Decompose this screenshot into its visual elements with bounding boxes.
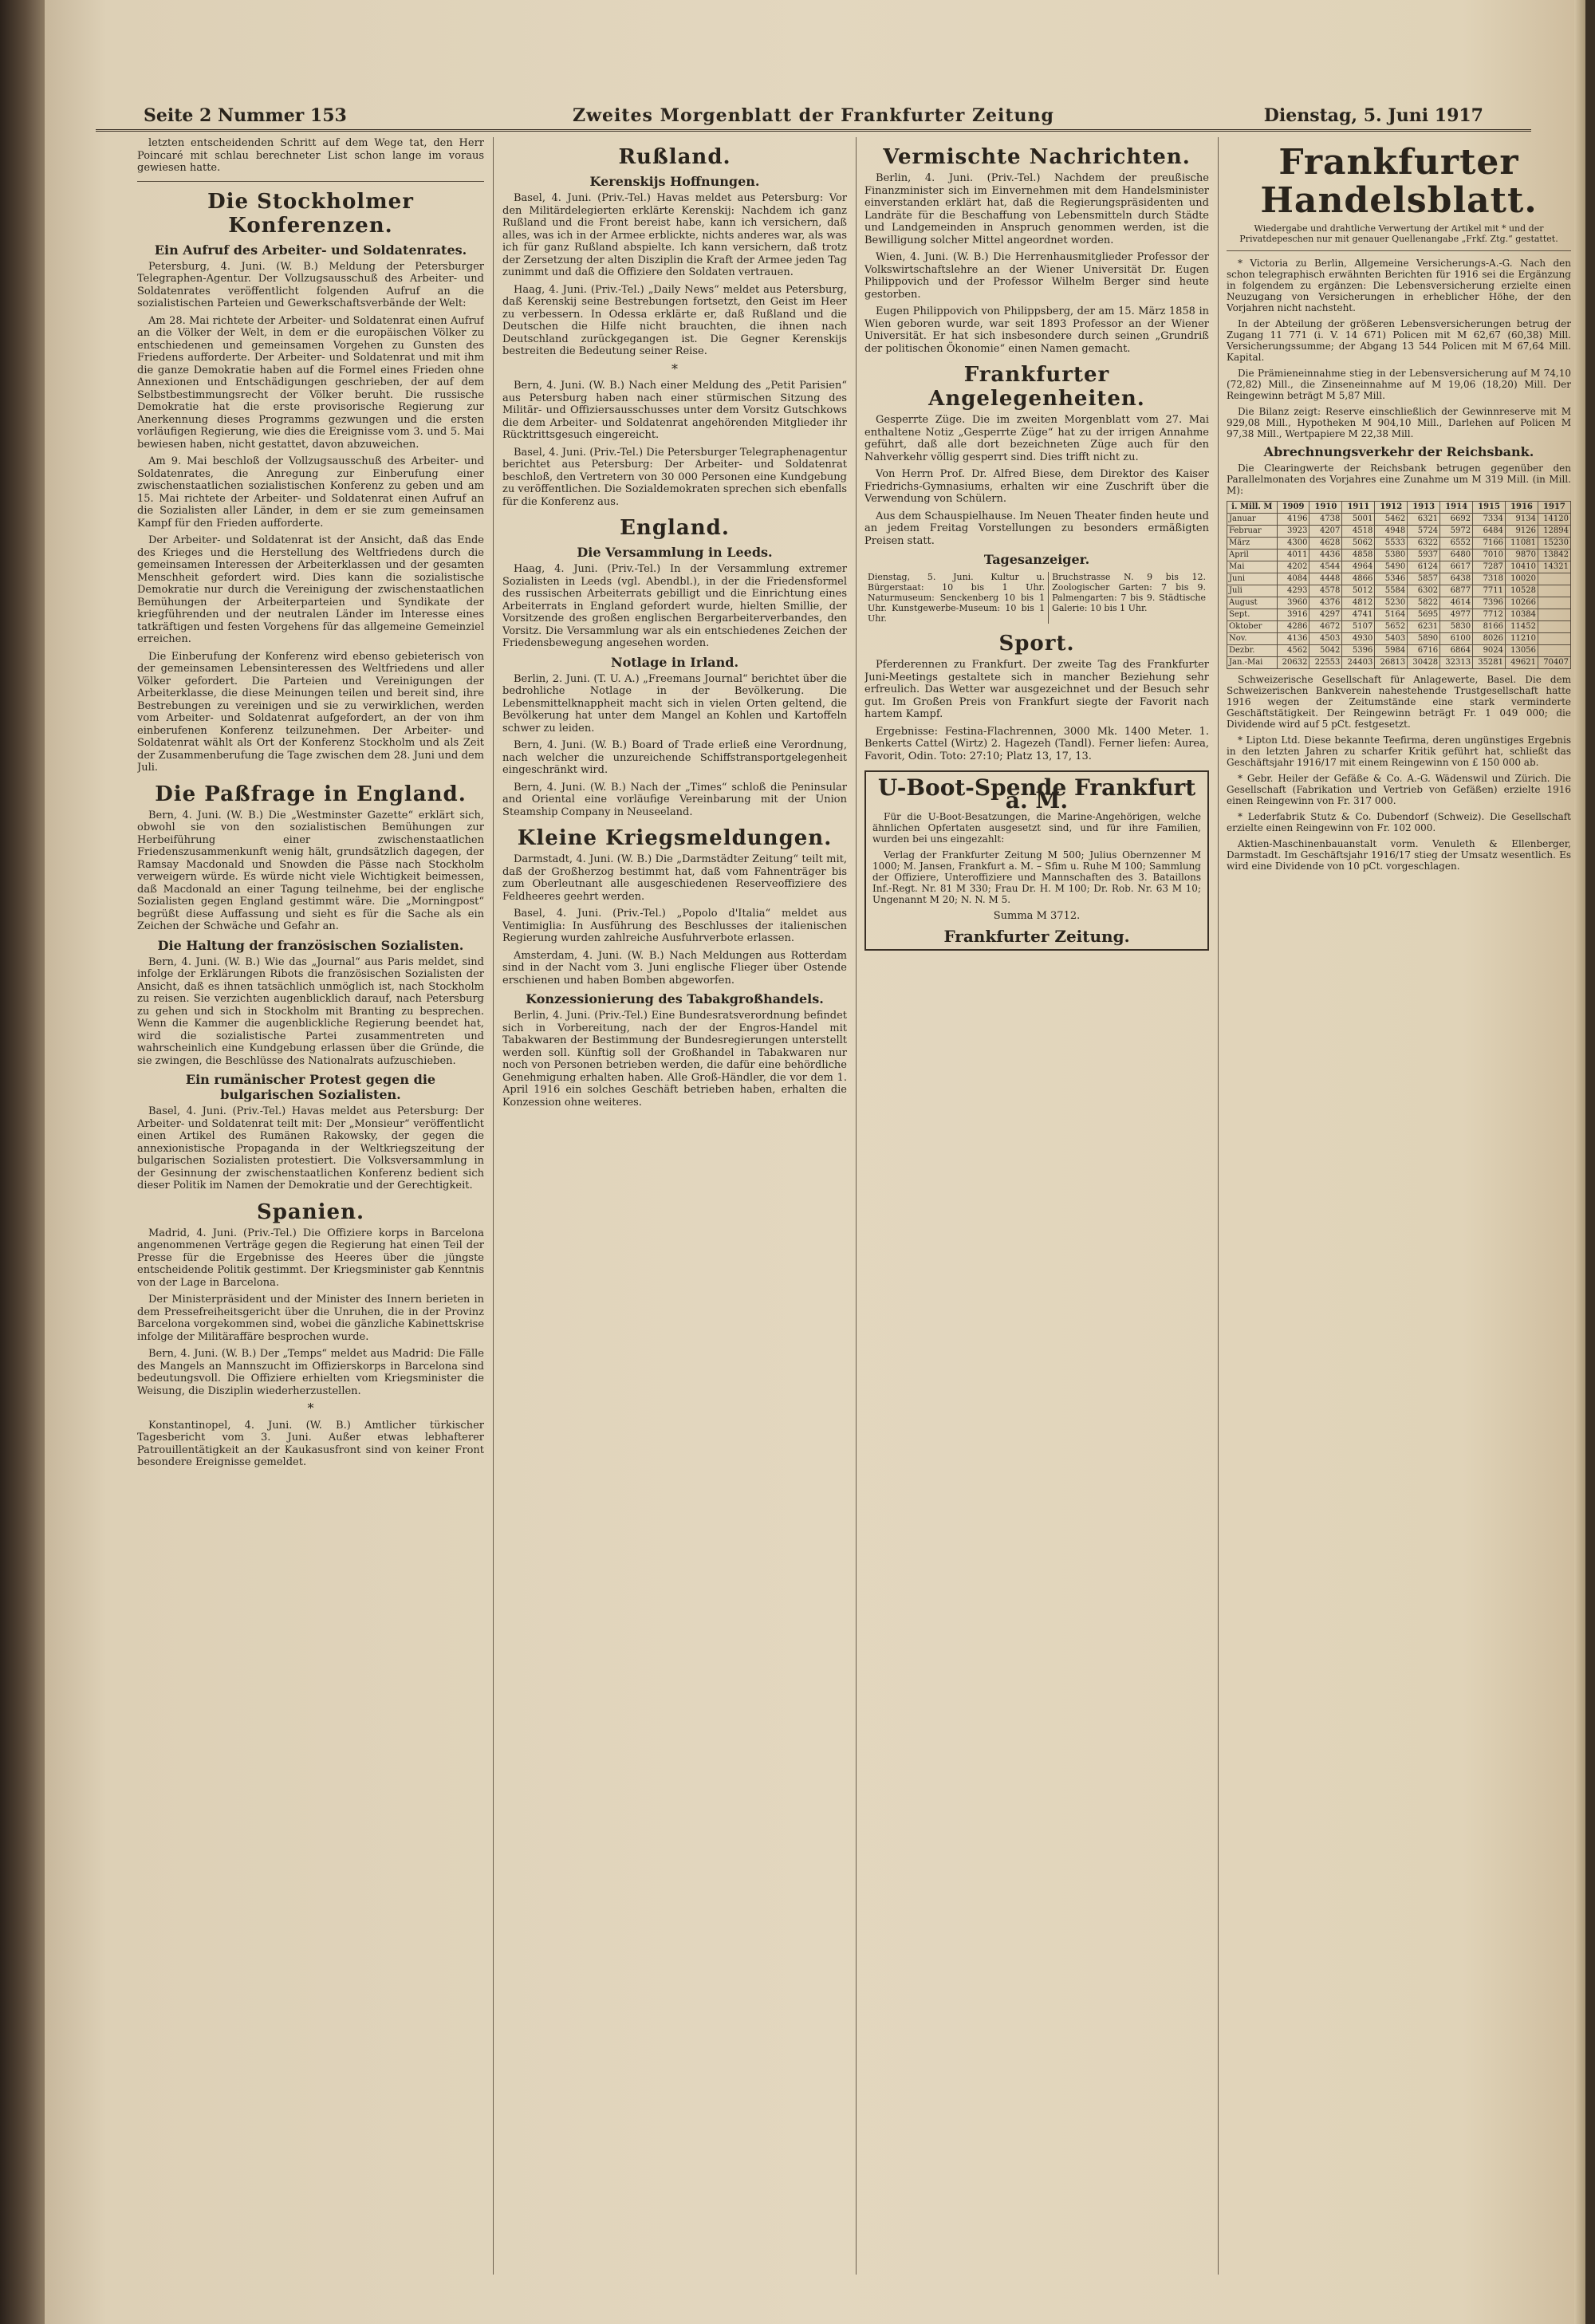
table-cell: Oktober [1227, 621, 1278, 633]
table-cell: Februar [1227, 526, 1278, 538]
table-cell [1538, 633, 1570, 645]
table-cell: 6302 [1408, 585, 1440, 597]
table-cell: 7287 [1473, 561, 1506, 573]
table-cell: 5164 [1375, 609, 1408, 621]
column-rule [493, 137, 494, 2275]
clearing-table-header-cell: 1914 [1440, 502, 1473, 514]
table-cell: 5724 [1408, 526, 1440, 538]
article-paragraph: Bern, 4. Juni. (W. B.) Nach einer Meldung des „Petit Parisien“ aus Petersburg haben nach einer stürmischen Sitzung des Militär- und Offiziersausschusses unter dem Vorsitz Gutschkows die dem Arbeiter- und Soldatenrat angehörenden Mitglieder ihr Rücktrittsgesuch eingereicht. [502, 380, 847, 441]
article-franzoesische-sozialisten [137, 938, 484, 1068]
clearing-table-body [1227, 514, 1571, 669]
page-edge [1574, 0, 1585, 2324]
table-row [1227, 514, 1571, 526]
article-paragraph: Petersburg, 4. Juni. (W. B.) Meldung der Petersburger Telegraphen-Agentur. Der Vollzugsausschuß des Arbeiter- und Soldatenrates veröffentlicht folgenden Aufruf an die sozialistischen Parteien und Gewerkschaftsverbände der Welt: [137, 260, 484, 309]
table-row [1227, 561, 1571, 573]
column-3 [864, 137, 1209, 2275]
clearing-table-header-cell: 1911 [1342, 502, 1375, 514]
table-cell: 35281 [1473, 657, 1506, 669]
table-cell: 7010 [1473, 549, 1506, 561]
table-cell: 3960 [1277, 597, 1309, 609]
clearing-table-header-cell: i. Mill. M [1227, 502, 1278, 514]
table-cell: 6480 [1440, 549, 1473, 561]
table-cell: 4376 [1309, 597, 1342, 609]
article-paragraph: In der Abteilung der größeren Lebensversicherungen betrug der Zugang 11 771 (i. V. 14 671) Policen mit M 62,67 (60,38) Mill. Versicherungssumme; der Abgang 13 544 Policen mit M 67,64 Mill. Kapital. [1227, 318, 1571, 363]
table-cell [1538, 645, 1570, 657]
table-cell: 5937 [1408, 549, 1440, 561]
table-cell: 70407 [1538, 657, 1570, 669]
article-paragraph: Basel, 4. Juni. (Priv.-Tel.) Havas meldet aus Petersburg: Der Arbeiter- und Soldatenrat teilt mit: Der „Monsieur“ veröffentlicht einen Artikel des Rumänen Rakowsky, der gegen die annexionistische Propaganda in der Weltkriegszeitung der bulgarischen Sozialisten protestiert. Die Volksversammlung in der Gesinnung der zwischenstaatlichen Konferenz bedient sich dieser Politik im Namen der Demokratie und der Gerechtigkeit. [137, 1105, 484, 1192]
table-cell: 12894 [1538, 526, 1570, 538]
table-cell: 4436 [1309, 549, 1342, 561]
article-paragraph: Konstantinopel, 4. Juni. (W. B.) Amtlicher türkischer Tagesbericht vom 3. Juni. Außer etwas lebhafterer Patrouillentätigkeit an der Kaukasusfront sind von keiner Front besondere Ereignisse gemeldet. [137, 1419, 484, 1468]
article-paragraph: Berlin, 4. Juni. (Priv.-Tel.) Nachdem der preußische Finanzminister sich im Einvernehmen mit dem Handelsminister einverstanden erklärt hat, daß die Regierungspräsidenten und Landräte für die Beschaffung von Lebensmitteln durch Städte und Landgemeinden in Anspruch genommen werden, ist die Bewilligung solcher Mittel angeordnet worden. [864, 172, 1209, 246]
table-cell: Mai [1227, 561, 1278, 573]
article-paragraph: Basel, 4. Juni. (Priv.-Tel.) „Popolo d'Italia“ meldet aus Ventimiglia: In Ausführung des Beschlusses der italienischen Regierung wurden zahlreiche Ausfuhrverbote erlassen. [502, 908, 847, 944]
article-england [502, 516, 847, 650]
spende-title: U-Boot-Spende Frankfurt a. M. [877, 774, 1196, 813]
clearing-table-header-cell: 1913 [1408, 502, 1440, 514]
table-cell: 13842 [1538, 549, 1570, 561]
clearing-table-header-cell: 1912 [1375, 502, 1408, 514]
article-sport [864, 632, 1209, 762]
article-paragraph: Basel, 4. Juni. (Priv.-Tel.) Die Petersburger Telegraphenagentur berichtet aus Petersburg: Der Arbeiter- und Soldatenrat beschloß, den Vertretern von 30 000 Personen eine Kundgebung zu veröffentlichen. Die Sozialdemokraten sprechen sich ebenfalls für die Konferenz aus. [502, 446, 847, 508]
table-cell: 7396 [1473, 597, 1506, 609]
clearing-table-header-cell: 1910 [1309, 502, 1342, 514]
table-cell: 7318 [1473, 573, 1506, 585]
article-title: Die Paßfrage in England. [155, 782, 467, 806]
handelsblatt-title: Frankfurter Handelsblatt. [1260, 142, 1538, 221]
table-row [1227, 609, 1571, 621]
article-paragraph: Haag, 4. Juni. (Priv.-Tel.) „Daily News“ meldet aus Petersburg, daß Kerenskij seine Bestrebungen fortsetzt, den Geist im Heer zu verbessern. In Odessa erklärte er, daß Rußland und die Deutschen die Hilfe nicht brauchten, die ihnen nach Deutschland zurückgegangen ist. Die Gegner Kerenskijs bestreiten die Bedeutung seiner Reise. [502, 283, 847, 357]
table-cell: 5533 [1375, 538, 1408, 549]
table-cell: 4011 [1277, 549, 1309, 561]
article-paragraph: Berlin, 2. Juni. (T. U. A.) „Freemans Journal“ berichtet über die bedrohliche Notlage in der Bevölkerung. Die Lebensmittelknappheit macht sich in vielen Orten geltend, die Bevölkerung hat unter dem Mangel an Kohlen und Kartoffeln schwer zu leiden. [502, 672, 847, 735]
table-row [1227, 597, 1571, 609]
article-vermischte [864, 145, 1209, 355]
separator-star: * [671, 360, 678, 376]
table-cell: 5462 [1375, 514, 1408, 526]
table-cell: 5001 [1342, 514, 1375, 526]
article-paragraph: Ergebnisse: Festina-Flachrennen, 3000 Mk. 1400 Meter. 1. Benkerts Cattel (Wirtz) 2. Hagezeh (Tandl). Ferner liefen: Aurea, Favorit, Odin. Toto: 27:10; Platz 13, 17, 13. [864, 725, 1209, 762]
table-cell: 8026 [1473, 633, 1506, 645]
article-paragraph: Haag, 4. Juni. (Priv.-Tel.) In der Versammlung extremer Sozialisten in Leeds (vgl. Abendbl.), in der die Friedensformel des russischen Arbeiterrats gebilligt und die Einrichtung eines Arbeiterrats in England gefordert wurde, hielten Smillie, der Vorsitzende des großen englischen Bergarbeiterverbandes, den Vorsitz. Die Versammlung war als ein entschiedenes Zeichen der Friedensbewegung angesehen worden. [502, 563, 847, 649]
tagesanzeiger-left: Dienstag, 5. Juni. Kultur u. Bürgerstaat: 10 bis 1 Uhr. Naturmuseum: Senckenberg 10 bis 1 Uhr. Kunstgewerbe-Museum: 10 bis 1 Uhr. [864, 572, 1049, 624]
article-title: England. [620, 516, 730, 540]
u-boot-spende-box [864, 770, 1209, 951]
article-paragraph: Pferderennen zu Frankfurt. Der zweite Tag des Frankfurter Juni-Meetings gestaltete sich in mancher Beziehung sehr erfreulich. Das Wetter war ausgezeichnet und der Besuch sehr gut. Im Großen Preis von Frankfurt siegte der Favorit nach hartem Kampf. [864, 659, 1209, 720]
table-cell: 11452 [1506, 621, 1538, 633]
table-cell: 7166 [1473, 538, 1506, 549]
tagesanzeiger-right: Bruchstrasse N. 9 bis 12. Zoologischer Garten: 7 bis 9. Palmengarten: 7 bis 9. Städtische Galerie: 10 bis 1 Uhr. [1052, 572, 1206, 613]
article-passfrage [137, 782, 484, 933]
article-paragraph: Die Prämieneinnahme stieg in der Lebensversicherung auf M 74,10 (72,82) Mill., die Zinseneinnahme auf M 19,06 (18,20) Mill. Der Reingewinn beträgt M 5,87 Mill. [1227, 368, 1571, 401]
table-cell: 10020 [1506, 573, 1538, 585]
article-tabak [502, 991, 847, 1109]
article-paragraph: Bern, 4. Juni. (W. B.) Nach der „Times“ schloß die Peninsular and Oriental eine vorläufige Vereinbarung mit der Union Steamship Company in Neuseeland. [502, 781, 847, 818]
table-cell: 4518 [1342, 526, 1375, 538]
table-cell: 7712 [1473, 609, 1506, 621]
article-paragraph: Bern, 4. Juni. (W. B.) Board of Trade erließ eine Verordnung, nach welcher die unzureichende Schiffstransportgelegenheit eingeschränkt wird. [502, 739, 847, 776]
table-cell: 4293 [1277, 585, 1309, 597]
article-title: Rußland. [618, 145, 731, 169]
article-paragraph: * Victoria zu Berlin, Allgemeine Versicherungs-A.-G. Nach den schon telegraphisch erwähnten Berichten für 1916 sei die Ergänzung in folgendem zu ergänzen: Die Lebensversicherung erzielte einen Neuzugang von Versicherungen in erheblicher Höhe, der den Vorjahren nicht nachsteht. [1227, 258, 1571, 313]
divider [137, 181, 484, 182]
table-cell: 6864 [1440, 645, 1473, 657]
table-cell: 4930 [1342, 633, 1375, 645]
article-russland [502, 145, 847, 508]
table-cell [1538, 573, 1570, 585]
table-cell: Jan.-Mai [1227, 657, 1278, 669]
masthead-page-number: Seite 2 Nummer 153 [144, 105, 347, 126]
article-kriegsmeldungen [502, 826, 847, 987]
masthead [96, 105, 1531, 132]
table-cell: 4448 [1309, 573, 1342, 585]
table-cell: 13056 [1506, 645, 1538, 657]
article-paragraph: Aktien-Maschinenbauanstalt vorm. Venuleth & Ellenberger, Darmstadt. Im Geschäftsjahr 1916/17 stieg der Umsatz wesentlich. Es wird eine Dividende von 10 pCt. vorgeschlagen. [1227, 838, 1571, 872]
table-cell: 4628 [1309, 538, 1342, 549]
table-cell: 3923 [1277, 526, 1309, 538]
abrechnung-text: Die Clearingwerte der Reichsbank betrugen gegenüber den Parallelmonaten des Vorjahres eine Zunahme um M 319 Mill. (in Mill. M): [1227, 463, 1571, 496]
table-cell: 11210 [1506, 633, 1538, 645]
article-paragraph: Gesperrte Züge. Die im zweiten Morgenblatt vom 27. Mai enthaltene Notiz „Gesperrte Züge“ hat zu der irrigen Annahme geführt, daß alle dort bezeichneten Züge auch für den Nahverkehr völlig gesperrt sind. Dies trifft nicht zu. [864, 414, 1209, 463]
table-cell: 4614 [1440, 597, 1473, 609]
article-paragraph: Amsterdam, 4. Juni. (W. B.) Nach Meldungen aus Rotterdam sind in der Nacht vom 3. Juni englische Flieger über Ostende erschienen und haben Bomben abgeworfen. [502, 949, 847, 987]
table-cell: 4544 [1309, 561, 1342, 573]
table-cell: 24403 [1342, 657, 1375, 669]
table-cell: Juni [1227, 573, 1278, 585]
article-title: Frankfurter Angelegenheiten. [928, 363, 1145, 411]
book-binding [0, 0, 45, 2324]
table-cell: 5380 [1375, 549, 1408, 561]
article-title: Konzessionierung des Tabakgroßhandels. [526, 991, 824, 1006]
clearing-table [1227, 501, 1571, 669]
table-cell [1538, 609, 1570, 621]
table-cell: 5062 [1342, 538, 1375, 549]
article-subtitle: Ein Aufruf des Arbeiter- und Soldatenrates. [154, 242, 467, 258]
table-cell: 5012 [1342, 585, 1375, 597]
column-1 [137, 137, 484, 2275]
table-cell: 9024 [1473, 645, 1506, 657]
table-cell: 4858 [1342, 549, 1375, 561]
table-cell: 5230 [1375, 597, 1408, 609]
table-cell: 5396 [1342, 645, 1375, 657]
table-cell: 7334 [1473, 514, 1506, 526]
table-cell: 5107 [1342, 621, 1375, 633]
spende-summe: Summa M 3712. [993, 910, 1081, 922]
article-paragraph: Bern, 4. Juni. (W. B.) Wie das „Journal“ aus Paris meldet, sind infolge der Erklärungen Ribots die französischen Sozialisten der Ansicht, daß es ihnen tatsächlich unmöglich ist, nach Stockholm zu reisen. Sie verzichten augenblicklich darauf, nach Petersburg zu gehen und sich in Stockholm mit Branting zu besprechen. Wenn die Kammer die augenblickliche Regierung beendet hat, wird die sozialistische Partei zusammentreten und wahrscheinlich eine Kundgebung erlassen über die Gründe, die sie zwingen, die Beschlüsse des Nationalrats aufzuschieben. [137, 955, 484, 1067]
column-rule [1218, 137, 1219, 2275]
table-cell: 4866 [1342, 573, 1375, 585]
table-cell: 49621 [1506, 657, 1538, 669]
table-cell: Januar [1227, 514, 1278, 526]
table-cell: 4196 [1277, 514, 1309, 526]
table-cell: 22553 [1309, 657, 1342, 669]
table-cell: 5822 [1408, 597, 1440, 609]
article-subtitle: Kerenskijs Hoffnungen. [589, 174, 760, 189]
article-stockholm [137, 190, 484, 774]
table-cell: 6692 [1440, 514, 1473, 526]
table-row [1227, 585, 1571, 597]
table-row [1227, 657, 1571, 669]
clearing-table-header-cell: 1917 [1538, 502, 1570, 514]
article-paragraph: Madrid, 4. Juni. (Priv.-Tel.) Die Offiziere korps in Barcelona angenommenen Verträge gegen die Regierung hat einen Teil der Presse für die Ergebnisse des Heeres über die jüngste entscheidende Politik gestimmt. Der Kriegsminister gab Kenntnis von der Lage in Barcelona. [137, 1227, 484, 1289]
table-cell: 4578 [1309, 585, 1342, 597]
table-cell: 5652 [1375, 621, 1408, 633]
article-paragraph: Am 9. Mai beschloß der Vollzugsausschuß des Arbeiter- und Soldatenrates, die Anregung zur Einberufung einer zwischenstaatlichen sozialistischen Konferenz zu geben und am 15. Mai richtete der Arbeiter- und Soldatenrat einen Aufruf an die Sozialisten aller Länder, in dem er sie zum gemeinsamen Kampf für den Frieden aufforderte. [137, 455, 484, 530]
article-paragraph: Bern, 4. Juni. (W. B.) Der „Temps“ meldet aus Madrid: Die Fälle des Mangels an Mannszucht im Offizierskorps in Barcelona sind bedeutungsvoll. Die Offiziere erhielten vom Kriegsminister die Weisung, die Disziplin wiederherzustellen. [137, 1348, 484, 1397]
table-cell: 6321 [1408, 514, 1440, 526]
table-cell: 4741 [1342, 609, 1375, 621]
table-cell: 8166 [1473, 621, 1506, 633]
table-row [1227, 633, 1571, 645]
article-paragraph: Die Einberufung der Konferenz wird ebenso gebieterisch von der gemeinsamen Lebensinteressen des Weltfriedens und aller Völker gefordert. Die Parteien und Vereinigungen der Arbeiterklasse, die diese Meinungen teilen und bereit sind, ihre Bestrebungen zu vereinigen und sie zu verwirklichen, werden vom Arbeiter- und Soldatenrat aufgefordert, an der von ihm einberufenen Konferenz teilzunehmen. Der Arbeiter- und Soldatenrat wählt als Ort der Konferenz Stockholm und als Zeit der Zusammenberufung die Tage zwischen dem 28. Juni und dem Juli. [137, 650, 484, 774]
table-cell: 6231 [1408, 621, 1440, 633]
table-cell: August [1227, 597, 1278, 609]
table-cell: 4136 [1277, 633, 1309, 645]
table-cell: 4977 [1440, 609, 1473, 621]
table-cell: 4297 [1309, 609, 1342, 621]
article-rumaenischer-protest [137, 1072, 484, 1192]
table-cell: Dezbr. [1227, 645, 1278, 657]
table-row [1227, 526, 1571, 538]
article-title: Notlage in Irland. [610, 654, 739, 670]
table-cell: 10528 [1506, 585, 1538, 597]
table-cell: 4738 [1309, 514, 1342, 526]
abrechnung-title: Abrechnungsverkehr der Reichsbank. [1263, 444, 1534, 459]
divider [1227, 250, 1571, 251]
table-cell: 9870 [1506, 549, 1538, 561]
table-cell: 4672 [1309, 621, 1342, 633]
table-cell: 3916 [1277, 609, 1309, 621]
table-row [1227, 573, 1571, 585]
table-row [1227, 538, 1571, 549]
table-row [1227, 621, 1571, 633]
table-cell: 4964 [1342, 561, 1375, 573]
table-cell: Nov. [1227, 633, 1278, 645]
table-cell: Sept. [1227, 609, 1278, 621]
table-cell: 26813 [1375, 657, 1408, 669]
article-title: Die Stockholmer Konferenzen. [207, 189, 414, 238]
table-cell: 14321 [1538, 561, 1570, 573]
column-4 [1227, 137, 1571, 2275]
table-cell: 11081 [1506, 538, 1538, 549]
article-paragraph: Berlin, 4. Juni. (Priv.-Tel.) Eine Bundesratsverordnung befindet sich in Vorbereitung, nach der der Engros-Handel mit Tabakwaren der Bestimmung der Bundesregierungen unterstellt werden soll. Künftig soll der Großhandel in Tabakwaren nur noch von Personen betrieben werden, die dafür eine behördliche Genehmigung erhalten haben. Alle Groß-Händler, die vor dem 1. April 1916 ein solches Geschäft betrieben haben, erhalten die Konzession ohne weiteres. [502, 1010, 847, 1109]
table-cell: 5584 [1375, 585, 1408, 597]
table-cell: 4503 [1309, 633, 1342, 645]
table-row [1227, 549, 1571, 561]
table-cell: 6552 [1440, 538, 1473, 549]
article-paragraph: Wien, 4. Juni. (W. B.) Die Herrenhausmitglieder Professor der Volkswirtschaftslehre an der Wiener Universität Dr. Eugen Philippovich und der Professor Wilhelm Berger sind heute gestorben. [864, 251, 1209, 301]
article-paragraph: Basel, 4. Juni. (Priv.-Tel.) Havas meldet aus Petersburg: Vor den Militärdelegierten erklärte Kerenskij: Nachdem ich ganz Rußland und die Front bereist habe, kann ich versichern, daß alles, was ich in der Armee erblickte, nichts anderes war, als was ich für ganz Rußland abspielte. Ich kann versichern, daß trotz der Zersetzung der alten Disziplin die Kraft der Armee jeden Tag zunimmt und daß die Offiziere den Soldaten vertrauen. [502, 192, 847, 278]
separator-star: * [307, 1400, 314, 1416]
article-title: Sport. [998, 632, 1075, 656]
table-cell: 6877 [1440, 585, 1473, 597]
article-paragraph: Eugen Philippovich von Philippsberg, der am 15. März 1858 in Wien geboren wurde, war seit 1893 Professor an der Wiener Universität. Er hat sich insbesondere durch seinen „Grundriß der politischen Ökonomie“ einen Namen gemacht. [864, 305, 1209, 355]
clearing-table-header-cell: 1915 [1473, 502, 1506, 514]
table-cell: 15230 [1538, 538, 1570, 549]
article-paragraph: * Gebr. Heiler der Gefäße & Co. A.-G. Wädenswil und Zürich. Die Gesellschaft (Fabrikation und Vertrieb von Gefäßen) erzielte 1916 einen Reingewinn von Fr. 317 000. [1227, 773, 1571, 806]
article-title: Kleine Kriegsmeldungen. [517, 826, 833, 850]
table-cell: 5890 [1408, 633, 1440, 645]
article-title: Vermischte Nachrichten. [883, 145, 1191, 169]
table-cell [1538, 621, 1570, 633]
table-cell: 32313 [1440, 657, 1473, 669]
table-cell: 5346 [1375, 573, 1408, 585]
table-cell: 5042 [1309, 645, 1342, 657]
table-cell: 5984 [1375, 645, 1408, 657]
article-title: Ein rumänischer Protest gegen die bulgarischen Sozialisten. [185, 1072, 436, 1102]
article-subtitle: Die Versammlung in Leeds. [577, 545, 773, 560]
clearing-table-header-cell: 1909 [1277, 502, 1309, 514]
column-intro: letzten entscheidenden Schritt auf dem Wege tat, den Herr Poincaré mit schlau berechneter List schon lange im voraus gewiesen hatte. [137, 137, 484, 174]
table-cell: 5972 [1440, 526, 1473, 538]
table-cell: 9134 [1506, 514, 1538, 526]
table-cell [1538, 597, 1570, 609]
table-cell: 4812 [1342, 597, 1375, 609]
table-cell: 4948 [1375, 526, 1408, 538]
column-rule [856, 137, 857, 2275]
table-cell: 6322 [1408, 538, 1440, 549]
table-cell: 6716 [1408, 645, 1440, 657]
table-cell: 5403 [1375, 633, 1408, 645]
article-paragraph: Der Ministerpräsident und der Minister des Innern berieten in dem Pressefreiheitsgericht über die Unruhen, die in der Provinz Barcelona vorgekommen sind, wobei die gänzliche Kabinettskrise infolge der Militäraffäre besprochen wurde. [137, 1294, 484, 1343]
article-title: Die Haltung der französischen Sozialisten. [157, 937, 464, 953]
table-cell: 10384 [1506, 609, 1538, 621]
clearing-table-header-cell: 1916 [1506, 502, 1538, 514]
table-cell: April [1227, 549, 1278, 561]
table-cell: 6484 [1473, 526, 1506, 538]
table-cell: März [1227, 538, 1278, 549]
table-cell: 20632 [1277, 657, 1309, 669]
handelsblatt-subtitle: Wiedergabe und drahtliche Verwertung der Artikel mit * und der Privatdepeschen nur mit genauer Quellenangabe „Frkf. Ztg.“ gestattet. [1239, 223, 1558, 244]
table-cell [1538, 585, 1570, 597]
table-cell: 14120 [1538, 514, 1570, 526]
masthead-title: Zweites Morgenblatt der Frankfurter Zeitung [573, 105, 1054, 126]
article-paragraph: Der Arbeiter- und Soldatenrat ist der Ansicht, daß das Ende des Krieges und die Herstellung des Weltfriedens durch die gemeinsamen Interessen der Arbeiterklassen und der gesamten Menschheit gefordert wird. Dies kann die sozialistische Demokratie nur durch die Vereinigung der zwischenstaatlichen Bemühungen der Arbeiterparteien und Syndikate der kriegführenden und der neutralen Länder im Interesse eines tatkräftigen und festen Vorgehens für das allgemeine Gemeinziel erreichen. [137, 534, 484, 645]
table-cell: 5490 [1375, 561, 1408, 573]
article-paragraph: Am 28. Mai richtete der Arbeiter- und Soldatenrat einen Aufruf an die Völker der Welt, in dem er die europäischen Völker zu entschiedenen und gemeinsamen Vorgehen zu Gunsten des Friedens aufforderte. Der Arbeiter- und Soldatenrat und mit ihm die ganze Demokratie haben auf die Formel eines Frieden ohne Annexionen und Entschädigungen geschrieben, der auf dem Selbstbestimmungsrecht der Völker beruht. Die russische Demokratie hat die erste provisorische Regierung zur Anerkennung dieses Programms gezwungen und die ersten vorläufigen Regierung, wie dies die Ereignisse vom 3. und 5. Mai bewiesen haben, nicht gestattet, davon abzuweichen. [137, 314, 484, 451]
table-cell: 30428 [1408, 657, 1440, 669]
table-cell: 4207 [1309, 526, 1342, 538]
article-title: Spanien. [256, 1199, 365, 1224]
table-cell: 9126 [1506, 526, 1538, 538]
article-paragraph: * Lipton Ltd. Diese bekannte Teefirma, deren ungünstiges Ergebnis in den letzten Jahren zu scharfer Kritik geführt hat, schließt das Geschäftsjahr 1916/17 mit einem Reingewinn von £ 150 000 ab. [1227, 735, 1571, 768]
table-cell: 5695 [1408, 609, 1440, 621]
table-cell: 4202 [1277, 561, 1309, 573]
article-irland [502, 655, 847, 819]
table-cell: 6100 [1440, 633, 1473, 645]
clearing-table-header [1227, 502, 1571, 514]
table-cell: 4300 [1277, 538, 1309, 549]
article-spanien [137, 1200, 484, 1469]
article-paragraph: Die Bilanz zeigt: Reserve einschließlich der Gewinnreserve mit M 929,08 Mill., Hypotheken M 904,10 Mill., Darlehen auf Policen M 97,38 Mill., Wertpapiere M 22,38 Mill. [1227, 406, 1571, 439]
table-cell: 5830 [1440, 621, 1473, 633]
table-cell: Juli [1227, 585, 1278, 597]
table-cell: 4084 [1277, 573, 1309, 585]
table-cell: 10266 [1506, 597, 1538, 609]
column-2 [502, 137, 847, 2275]
table-cell: 10410 [1506, 561, 1538, 573]
article-paragraph: Von Herrn Prof. Dr. Alfred Biese, dem Direktor des Kaiser Friedrichs-Gymnasiums, erhalten wir eine Zuschrift über die Verwendung von Schülern. [864, 468, 1209, 505]
spende-intro: Für die U-Boot-Besatzungen, die Marine-Angehörigen, welche ähnlichen Opfertaten ausgesetzt sind, und für ihre Familien, wurden bei uns eingezahlt: [872, 811, 1201, 845]
table-cell: 6124 [1408, 561, 1440, 573]
spende-body: Verlag der Frankfurter Zeitung M 500; Julius Obernzenner M 1000; M. Jansen, Frankfurt a. M. – Sfim u. Ruhe M 100; Sammlung der Offiziere, Unteroffiziere und Mannschaften des 3. Bataillons Inf.-Regt. Nr. 81 M 330; Frau Dr. H. M 100; Dr. Rob. Nr. 63 M 10; Ungenannt M 20; N. N. M 5. [872, 849, 1201, 905]
article-paragraph: * Lederfabrik Stutz & Co. Dubendorf (Schweiz). Die Gesellschaft erzielte einen Reingewinn von Fr. 102 000. [1227, 811, 1571, 833]
article-paragraph: Darmstadt, 4. Juni. (W. B.) Die „Darmstädter Zeitung“ teilt mit, daß der Großherzog bestimmt hat, daß vom Fahnenträger bis zum Oberleutnant alle ausgeschiedenen Reserveoffiziere des Feldheeres geehrt werden. [502, 853, 847, 903]
masthead-date: Dienstag, 5. Juni 1917 [1263, 105, 1483, 126]
table-cell: 7711 [1473, 585, 1506, 597]
table-cell: 6617 [1440, 561, 1473, 573]
article-frankfurter-angelegenheiten [864, 363, 1209, 624]
table-row [1227, 645, 1571, 657]
table-cell: 4286 [1277, 621, 1309, 633]
tagesanzeiger-table [864, 572, 1209, 624]
spende-signature: Frankfurter Zeitung. [943, 926, 1130, 946]
article-paragraph: Bern, 4. Juni. (W. B.) Die „Westminster Gazette“ erklärt sich, obwohl sie von den sozialistischen Bemühungen zur Herbeiführung einer zwischenstaatlichen Friedenszusammenkunft wenig hält, grundsätzlich dagegen, der Ramsay Macdonald und Snowden die Pässe nach Stockholm verweigern würde. Es würde nicht viele Wichtigkeit beimessen, daß Macdonald an einer Tagung teilnehme, bei der englische Sozialisten gegen England gestimmt wäre. Die „Morningpost“ begrüßt diese Auffassung und sieht es für die Sache als ein Zeichen der Schwäche und Gefahr an. [137, 809, 484, 932]
table-cell: 4562 [1277, 645, 1309, 657]
tagesanzeiger-title: Tagesanzeiger. [983, 552, 1090, 567]
article-paragraph: Schweizerische Gesellschaft für Anlagewerte, Basel. Die dem Schweizerischen Bankverein nahestehende Trustgesellschaft hatte 1916 wegen der Zeitumstände eine stark verminderte Geschäftstätigkeit. Der Reingewinn beträgt Fr. 1 049 000; die Dividende wird auf 5 pCt. festgesetzt. [1227, 674, 1571, 730]
table-cell: 6438 [1440, 573, 1473, 585]
article-paragraph: Aus dem Schauspielhause. Im Neuen Theater finden heute und an jedem Freitag Vorstellungen zu besonders ermäßigten Preisen statt. [864, 510, 1209, 547]
table-cell: 5857 [1408, 573, 1440, 585]
